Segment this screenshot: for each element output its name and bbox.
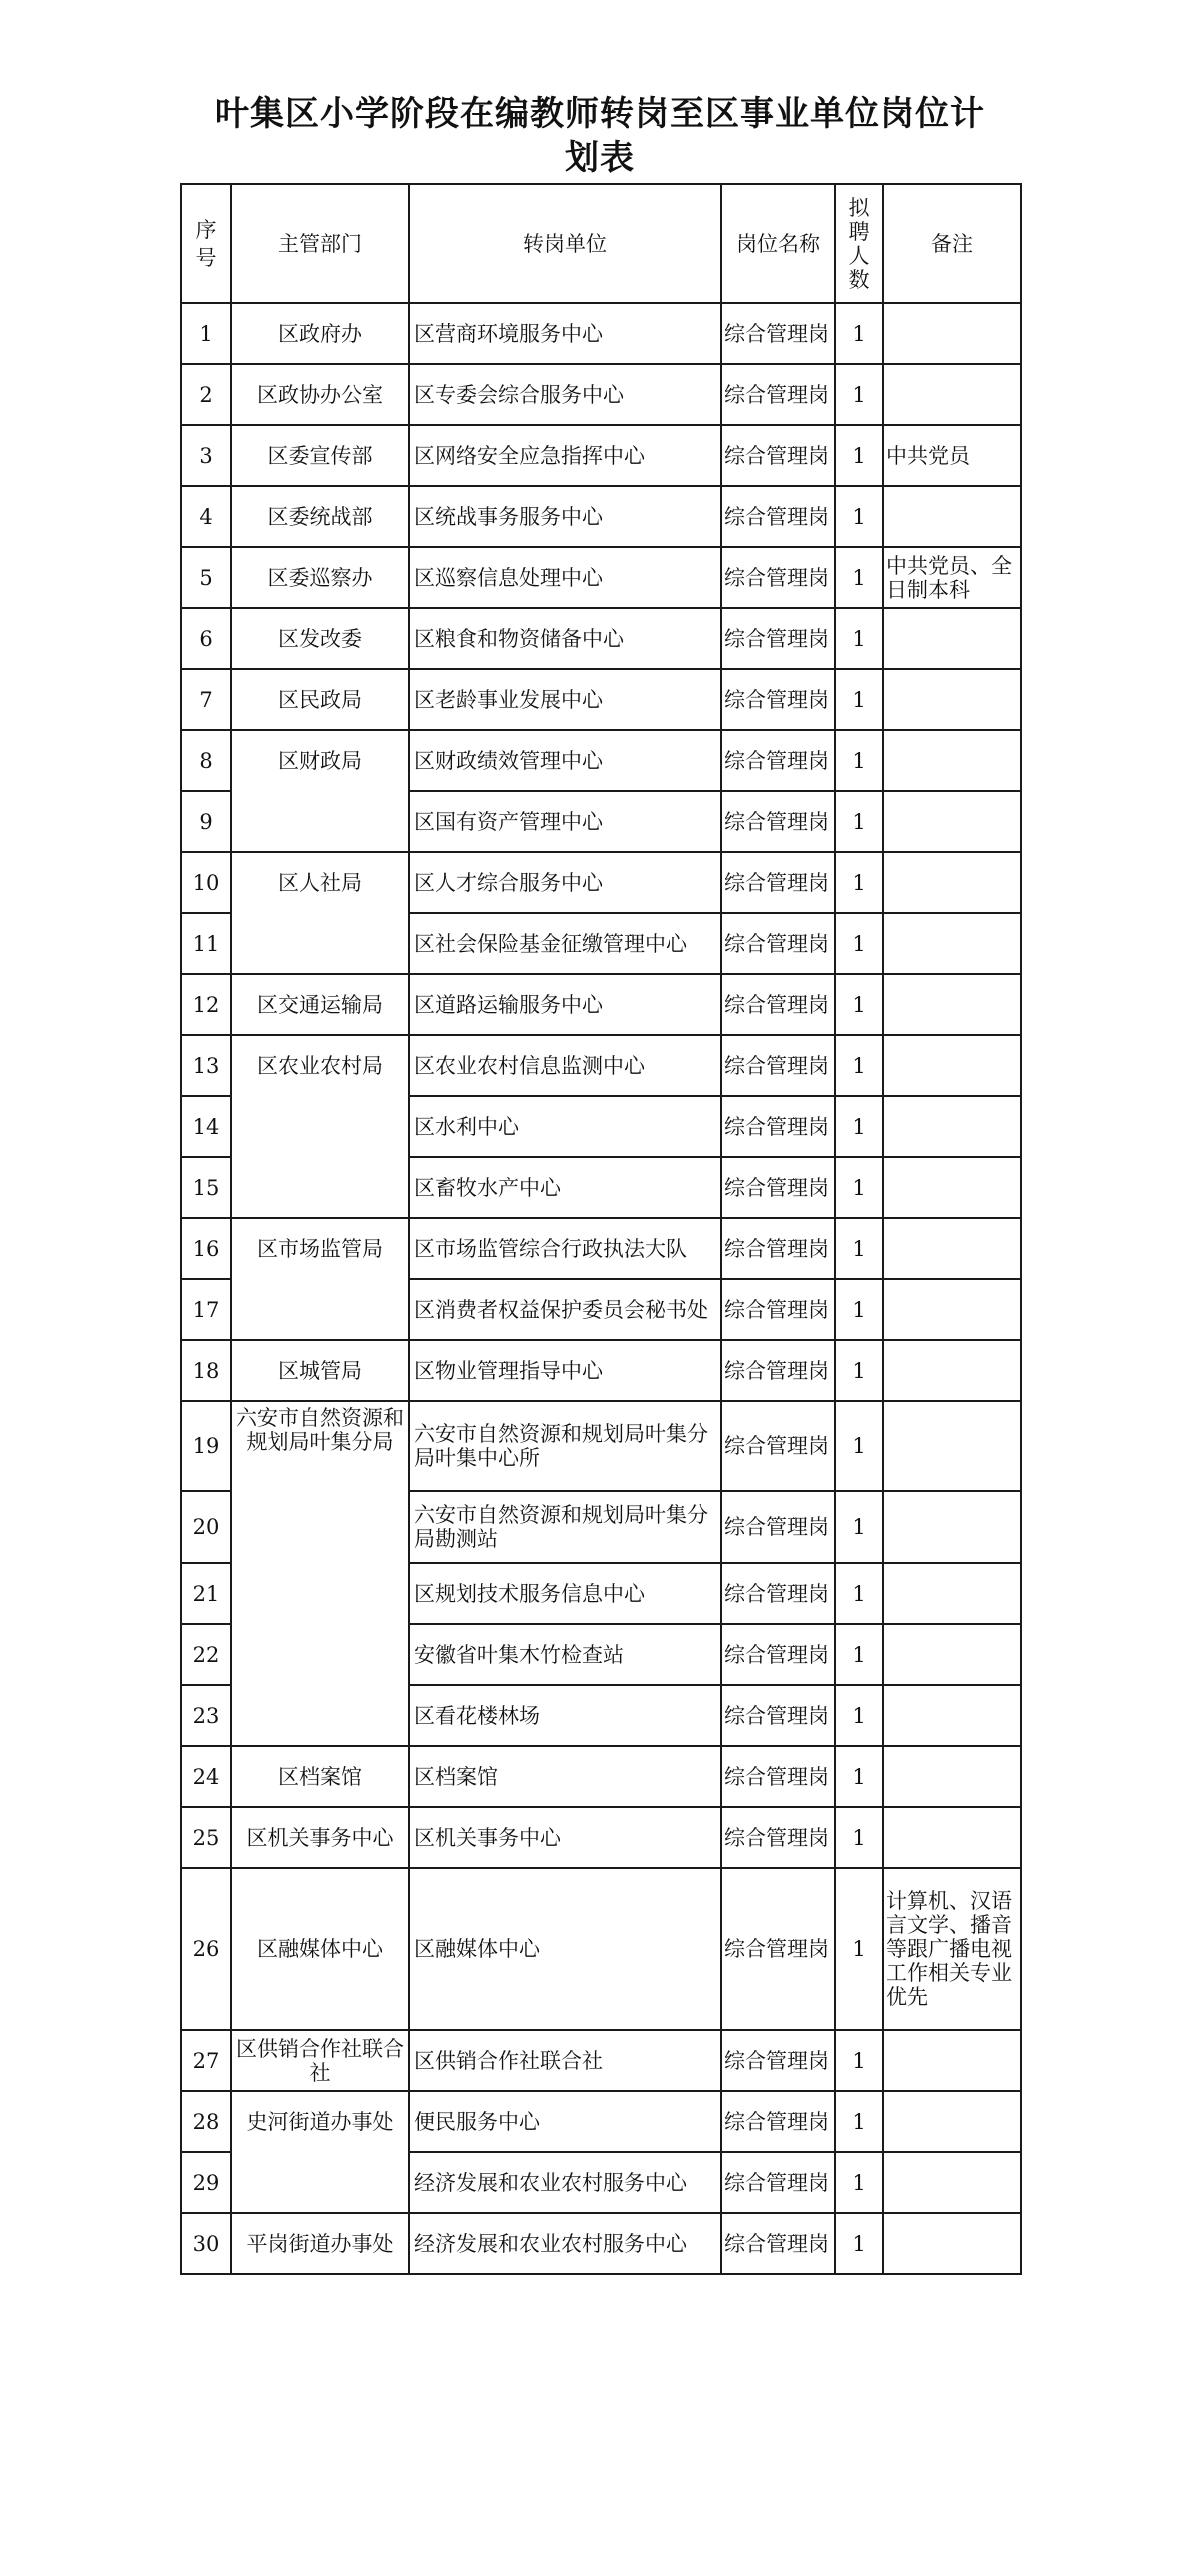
table-row [181,1340,1021,1401]
cell-count: 1 [835,1035,883,1096]
cell-dept: 区融媒体中心 [231,1868,409,2030]
cell-unit: 六安市自然资源和规划局叶集分局叶集中心所 [409,1401,721,1491]
cell-note: 中共党员、全日制本科 [883,547,1021,608]
cell-no: 25 [181,1807,231,1868]
cell-dept: 区农业农村局 [231,1035,409,1218]
cell-position: 综合管理岗 [721,852,835,913]
cell-dept: 区政协办公室 [231,364,409,425]
cell-no: 23 [181,1685,231,1746]
cell-count: 1 [835,364,883,425]
cell-unit: 区消费者权益保护委员会秘书处 [409,1279,721,1340]
cell-count: 1 [835,303,883,364]
cell-note: 计算机、汉语言文学、播音等跟广播电视工作相关专业优先 [883,1868,1021,2030]
cell-note [883,913,1021,974]
cell-unit: 区财政绩效管理中心 [409,730,721,791]
cell-unit: 区融媒体中心 [409,1868,721,2030]
cell-position: 综合管理岗 [721,1868,835,2030]
table-row [181,608,1021,669]
cell-count: 1 [835,1868,883,2030]
table-row [181,425,1021,486]
cell-no: 3 [181,425,231,486]
cell-count: 1 [835,1491,883,1563]
cell-note [883,1624,1021,1685]
cell-position: 综合管理岗 [721,1401,835,1491]
cell-position: 综合管理岗 [721,1340,835,1401]
cell-count: 1 [835,1807,883,1868]
cell-unit: 区水利中心 [409,1096,721,1157]
cell-note [883,1563,1021,1624]
cell-position: 综合管理岗 [721,1807,835,1868]
cell-no: 11 [181,913,231,974]
cell-note [883,669,1021,730]
cell-no: 17 [181,1279,231,1340]
cell-no: 5 [181,547,231,608]
cell-no: 8 [181,730,231,791]
cell-count: 1 [835,791,883,852]
cell-count: 1 [835,486,883,547]
cell-position: 综合管理岗 [721,1096,835,1157]
cell-position: 综合管理岗 [721,2152,835,2213]
cell-dept: 区机关事务中心 [231,1807,409,1868]
table-row [181,547,1021,608]
cell-no: 15 [181,1157,231,1218]
cell-note [883,2030,1021,2091]
cell-count: 1 [835,2091,883,2152]
cell-note [883,1746,1021,1807]
cell-no: 26 [181,1868,231,2030]
cell-unit: 区规划技术服务信息中心 [409,1563,721,1624]
cell-no: 18 [181,1340,231,1401]
cell-dept: 区政府办 [231,303,409,364]
cell-no: 16 [181,1218,231,1279]
cell-no: 13 [181,1035,231,1096]
cell-unit: 经济发展和农业农村服务中心 [409,2152,721,2213]
table-row [181,2030,1021,2091]
cell-note: 中共党员 [883,425,1021,486]
cell-count: 1 [835,1096,883,1157]
cell-position: 综合管理岗 [721,1218,835,1279]
cell-note [883,2091,1021,2152]
cell-note [883,1807,1021,1868]
cell-dept: 区发改委 [231,608,409,669]
cell-dept: 区委统战部 [231,486,409,547]
cell-dept: 区委巡察办 [231,547,409,608]
cell-unit: 便民服务中心 [409,2091,721,2152]
cell-note [883,303,1021,364]
cell-unit: 经济发展和农业农村服务中心 [409,2213,721,2274]
table-row [181,852,1021,913]
cell-no: 6 [181,608,231,669]
cell-position: 综合管理岗 [721,791,835,852]
cell-unit: 区粮食和物资储备中心 [409,608,721,669]
cell-unit: 区营商环境服务中心 [409,303,721,364]
cell-note [883,791,1021,852]
cell-unit: 区机关事务中心 [409,1807,721,1868]
cell-no: 10 [181,852,231,913]
cell-position: 综合管理岗 [721,2091,835,2152]
cell-position: 综合管理岗 [721,364,835,425]
cell-note [883,608,1021,669]
cell-note [883,852,1021,913]
header-position: 岗位名称 [721,184,835,303]
table-row [181,1035,1021,1096]
header-count: 拟聘人数 [835,184,883,303]
cell-no: 12 [181,974,231,1035]
page-title [180,92,1020,180]
cell-count: 1 [835,547,883,608]
cell-position: 综合管理岗 [721,547,835,608]
cell-count: 1 [835,2213,883,2274]
cell-no: 7 [181,669,231,730]
cell-unit: 区人才综合服务中心 [409,852,721,913]
cell-no: 9 [181,791,231,852]
cell-no: 28 [181,2091,231,2152]
cell-position: 综合管理岗 [721,1279,835,1340]
table-row [181,1401,1021,1491]
header-no: 序号 [181,184,231,303]
cell-note [883,1157,1021,1218]
cell-count: 1 [835,1279,883,1340]
cell-unit: 区道路运输服务中心 [409,974,721,1035]
cell-note [883,486,1021,547]
cell-position: 综合管理岗 [721,1685,835,1746]
cell-unit: 区社会保险基金征缴管理中心 [409,913,721,974]
cell-no: 30 [181,2213,231,2274]
cell-unit: 区畜牧水产中心 [409,1157,721,1218]
title-line-1: 叶集区小学阶段在编教师转岗至区事业单位岗位计 [215,94,985,134]
cell-position: 综合管理岗 [721,1035,835,1096]
table-row [181,1868,1021,2030]
cell-dept: 区财政局 [231,730,409,852]
cell-position: 综合管理岗 [721,913,835,974]
table-row [181,1218,1021,1279]
cell-count: 1 [835,1624,883,1685]
cell-unit: 区市场监管综合行政执法大队 [409,1218,721,1279]
cell-count: 1 [835,1746,883,1807]
cell-note [883,2213,1021,2274]
cell-dept: 区交通运输局 [231,974,409,1035]
cell-position: 综合管理岗 [721,486,835,547]
cell-position: 综合管理岗 [721,1746,835,1807]
table-row [181,974,1021,1035]
cell-dept: 区市场监管局 [231,1218,409,1340]
cell-unit: 区农业农村信息监测中心 [409,1035,721,1096]
cell-count: 1 [835,2030,883,2091]
cell-note [883,1096,1021,1157]
cell-position: 综合管理岗 [721,1491,835,1563]
cell-note [883,1035,1021,1096]
position-plan-table [180,183,1022,2275]
cell-unit: 区网络安全应急指挥中心 [409,425,721,486]
cell-count: 1 [835,913,883,974]
cell-dept: 区民政局 [231,669,409,730]
table-row [181,669,1021,730]
cell-note [883,1685,1021,1746]
cell-position: 综合管理岗 [721,2213,835,2274]
header-unit: 转岗单位 [409,184,721,303]
table-header-row [181,184,1021,303]
cell-position: 综合管理岗 [721,425,835,486]
cell-note [883,1218,1021,1279]
header-dept: 主管部门 [231,184,409,303]
cell-position: 综合管理岗 [721,730,835,791]
cell-unit: 区看花楼林场 [409,1685,721,1746]
title-line-2: 划表 [565,138,635,178]
cell-position: 综合管理岗 [721,2030,835,2091]
cell-no: 4 [181,486,231,547]
table-row [181,364,1021,425]
cell-count: 1 [835,669,883,730]
cell-count: 1 [835,2152,883,2213]
cell-note [883,1491,1021,1563]
cell-unit: 区老龄事业发展中心 [409,669,721,730]
cell-dept: 区供销合作社联合社 [231,2030,409,2091]
cell-note [883,730,1021,791]
table-row [181,2213,1021,2274]
cell-no: 1 [181,303,231,364]
cell-dept: 区城管局 [231,1340,409,1401]
cell-count: 1 [835,1340,883,1401]
cell-note [883,364,1021,425]
cell-unit: 区供销合作社联合社 [409,2030,721,2091]
cell-dept: 平岗街道办事处 [231,2213,409,2274]
cell-count: 1 [835,974,883,1035]
cell-note [883,1279,1021,1340]
cell-position: 综合管理岗 [721,303,835,364]
table-row [181,1746,1021,1807]
cell-dept: 区档案馆 [231,1746,409,1807]
cell-position: 综合管理岗 [721,1624,835,1685]
cell-no: 19 [181,1401,231,1491]
table-row [181,303,1021,364]
cell-no: 20 [181,1491,231,1563]
table-row [181,486,1021,547]
cell-note [883,2152,1021,2213]
cell-count: 1 [835,1218,883,1279]
cell-note [883,1340,1021,1401]
cell-unit: 区国有资产管理中心 [409,791,721,852]
cell-dept: 区人社局 [231,852,409,974]
cell-no: 21 [181,1563,231,1624]
cell-position: 综合管理岗 [721,1157,835,1218]
cell-unit: 区物业管理指导中心 [409,1340,721,1401]
cell-no: 22 [181,1624,231,1685]
cell-position: 综合管理岗 [721,1563,835,1624]
cell-no: 27 [181,2030,231,2091]
cell-dept: 史河街道办事处 [231,2091,409,2213]
cell-position: 综合管理岗 [721,974,835,1035]
cell-count: 1 [835,1563,883,1624]
cell-count: 1 [835,608,883,669]
cell-dept: 区委宣传部 [231,425,409,486]
cell-unit: 区统战事务服务中心 [409,486,721,547]
cell-note [883,974,1021,1035]
table-row [181,1807,1021,1868]
cell-count: 1 [835,730,883,791]
cell-position: 综合管理岗 [721,669,835,730]
cell-count: 1 [835,1157,883,1218]
cell-count: 1 [835,1401,883,1491]
cell-note [883,1401,1021,1491]
header-note: 备注 [883,184,1021,303]
cell-unit: 六安市自然资源和规划局叶集分局勘测站 [409,1491,721,1563]
cell-count: 1 [835,425,883,486]
cell-position: 综合管理岗 [721,608,835,669]
table-row [181,730,1021,791]
cell-unit: 安徽省叶集木竹检查站 [409,1624,721,1685]
table-row [181,2091,1021,2152]
cell-unit: 区巡察信息处理中心 [409,547,721,608]
cell-no: 24 [181,1746,231,1807]
cell-no: 14 [181,1096,231,1157]
cell-no: 2 [181,364,231,425]
cell-unit: 区专委会综合服务中心 [409,364,721,425]
cell-count: 1 [835,852,883,913]
cell-no: 29 [181,2152,231,2213]
cell-unit: 区档案馆 [409,1746,721,1807]
cell-count: 1 [835,1685,883,1746]
cell-dept: 六安市自然资源和规划局叶集分局 [231,1401,409,1746]
